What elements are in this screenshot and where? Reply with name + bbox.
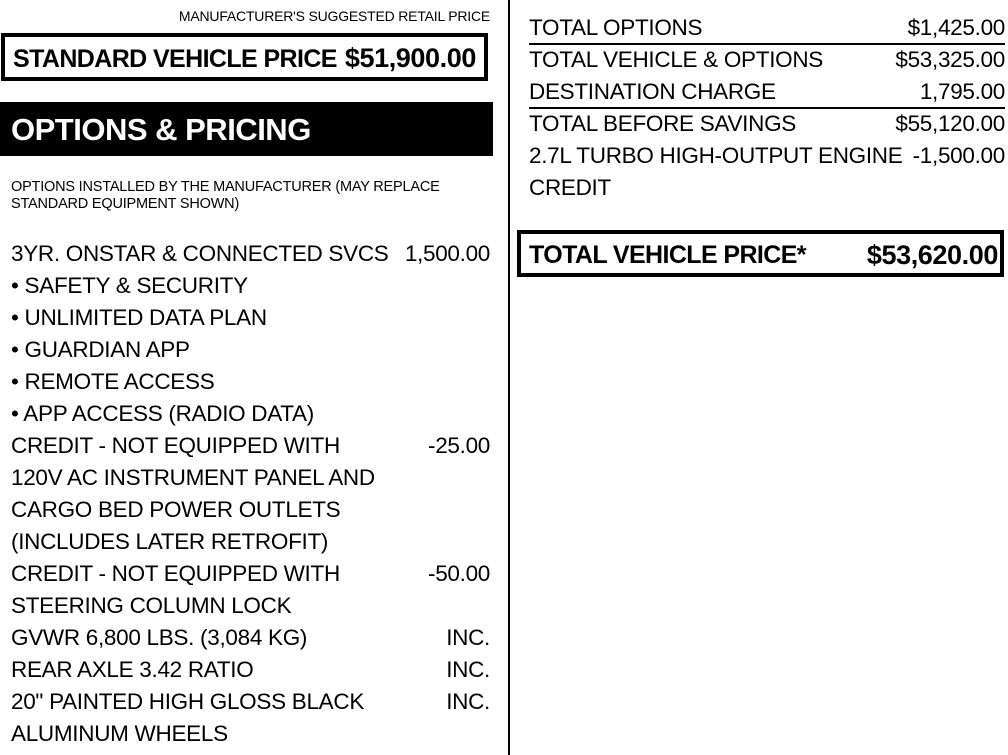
option-desc: • SAFETY & SECURITY (11, 273, 248, 298)
option-row (11, 270, 490, 302)
options-pricing-header (0, 102, 493, 156)
option-desc: CREDIT - NOT EQUIPPED WITH (11, 433, 340, 458)
options-pricing-title: OPTIONS & PRICING (11, 112, 311, 147)
summary-row-total-vehicle-options (529, 44, 1005, 76)
summary-value: $53,325.00 (895, 47, 1005, 72)
option-desc: CREDIT - NOT EQUIPPED WITH (11, 561, 340, 586)
option-row (11, 654, 490, 686)
option-amount: INC. (446, 689, 490, 714)
option-desc: GVWR 6,800 LBS. (3,084 KG) (11, 625, 308, 650)
summary-row-total-before-savings (529, 108, 1005, 140)
option-desc: CARGO BED POWER OUTLETS (11, 497, 341, 522)
option-amount: INC. (446, 625, 490, 650)
summary-value: $55,120.00 (895, 111, 1005, 136)
summary-label: DESTINATION CHARGE (529, 79, 776, 104)
summary-label: CREDIT (529, 175, 611, 200)
summary-value: $1,425.00 (907, 15, 1005, 40)
summary-row-engine-credit (529, 140, 1005, 172)
option-desc: STEERING COLUMN LOCK (11, 593, 292, 618)
summary-label: TOTAL BEFORE SAVINGS (529, 111, 796, 136)
option-amount: 1,500.00 (404, 241, 490, 266)
option-row (11, 686, 490, 718)
option-row (11, 302, 490, 334)
option-row (11, 462, 490, 494)
option-row (11, 430, 490, 462)
option-desc: 120V AC INSTRUMENT PANEL AND (11, 465, 375, 490)
option-desc: • GUARDIAN APP (11, 337, 190, 362)
summary-label: TOTAL OPTIONS (529, 15, 703, 40)
column-divider (508, 0, 510, 755)
option-amount: -50.00 (428, 561, 490, 586)
installed-options-note: OPTIONS INSTALLED BY THE MANUFACTURER (MAY REPLACE STANDARD EQUIPMENT SHOWN) (11, 179, 440, 212)
option-row (11, 366, 490, 398)
option-row (11, 622, 490, 654)
total-vehicle-price-box (517, 230, 1004, 277)
standard-price-box (1, 33, 488, 81)
total-vehicle-price-label: TOTAL VEHICLE PRICE* (529, 241, 806, 269)
option-row (11, 238, 490, 270)
msrp-label: MANUFACTURER'S SUGGESTED RETAIL PRICE (178, 8, 490, 24)
standard-price-value: $51,900.00 (344, 43, 476, 73)
option-desc: (INCLUDES LATER RETROFIT) (11, 529, 329, 554)
option-amount: -25.00 (428, 433, 490, 458)
total-vehicle-price-value: $53,620.00 (866, 240, 998, 270)
option-desc: • UNLIMITED DATA PLAN (11, 305, 267, 330)
summary-rule (529, 107, 1005, 109)
option-desc: 20" PAINTED HIGH GLOSS BLACK (11, 689, 365, 714)
summary-row-total-options (529, 12, 1005, 44)
summary-value: 1,795.00 (919, 79, 1005, 104)
option-row (11, 334, 490, 366)
option-row (11, 718, 490, 750)
option-desc: • APP ACCESS (RADIO DATA) (11, 401, 314, 426)
option-row (11, 494, 490, 526)
option-row (11, 398, 490, 430)
option-amount: INC. (446, 657, 490, 682)
option-desc: 3YR. ONSTAR & CONNECTED SVCS (11, 241, 389, 266)
option-desc: REAR AXLE 3.42 RATIO (11, 657, 254, 682)
option-desc: ALUMINUM WHEELS (11, 721, 228, 746)
summary-rule (529, 43, 1005, 45)
option-desc: • REMOTE ACCESS (11, 369, 215, 394)
summary-value: -1,500.00 (912, 143, 1005, 168)
standard-price-label: STANDARD VEHICLE PRICE (13, 45, 337, 73)
options-list (11, 238, 490, 750)
summary-label: TOTAL VEHICLE & OPTIONS (529, 47, 824, 72)
summary-label: 2.7L TURBO HIGH-OUTPUT ENGINE (529, 143, 903, 168)
summary-row-credit-cont (529, 172, 1005, 204)
option-row (11, 590, 490, 622)
summary-row-destination-charge (529, 76, 1005, 108)
option-row (11, 558, 490, 590)
option-row (11, 526, 490, 558)
